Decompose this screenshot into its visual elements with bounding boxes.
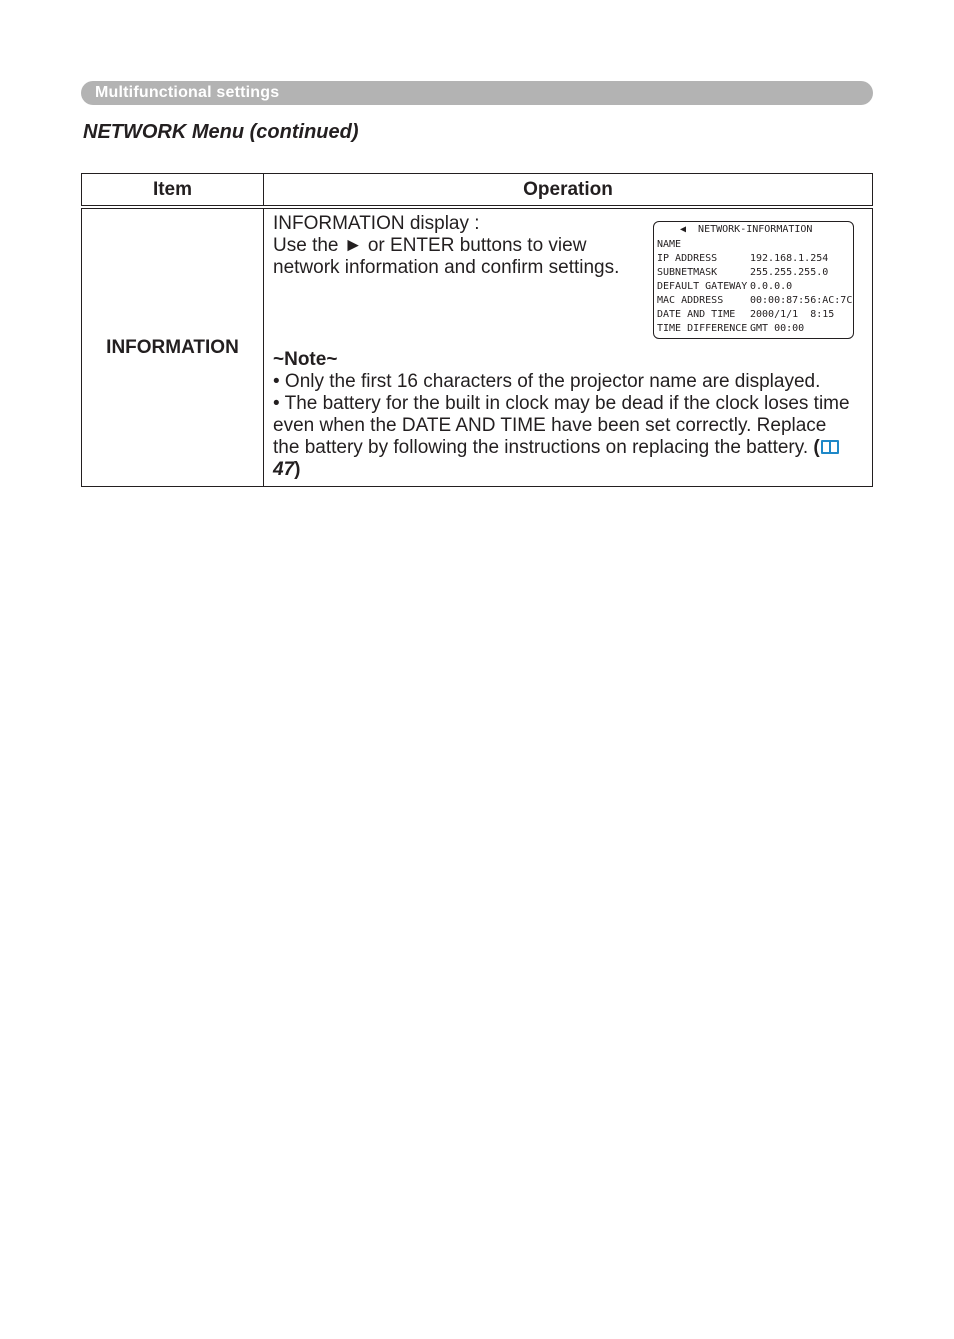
note-item xyxy=(273,393,853,481)
note-item: • Only the first 16 characters of the projector name are displayed. xyxy=(273,371,821,392)
operation-line: Use the ► or ENTER buttons to view xyxy=(273,235,587,256)
book-icon xyxy=(820,439,840,455)
note-text: • The battery for the built in clock may be dead if the clock loses time even when the DATE AND TIME have been set correctly. Replace the battery by following the instructions on replacing the battery. xyxy=(273,393,850,458)
osd-value: 0.0.0.0 xyxy=(750,281,793,292)
osd-value: 192.168.1.254 xyxy=(750,253,829,264)
operation-line: INFORMATION display : xyxy=(273,213,480,234)
column-header-operation: Operation xyxy=(264,174,873,206)
osd-row xyxy=(657,238,750,252)
item-cell: INFORMATION xyxy=(82,209,264,487)
network-menu-table xyxy=(81,173,873,487)
osd-label: SUBNETMASK xyxy=(657,267,718,278)
osd-value: GMT 00:00 xyxy=(750,323,805,334)
osd-label: TIME DIFFERENCE xyxy=(657,323,748,334)
osd-value: 255.255.255.0 xyxy=(750,267,829,278)
table-header-row xyxy=(82,174,873,206)
note-title: ~Note~ xyxy=(273,349,338,370)
page-reference-number: 47 xyxy=(273,459,295,480)
osd-value: 00:00:87:56:AC:7C xyxy=(750,295,853,306)
column-header-item: Item xyxy=(82,174,264,206)
operation-cell xyxy=(264,209,873,487)
page-reference[interactable]: (47) xyxy=(273,437,840,480)
note xyxy=(273,349,853,481)
osd-label: IP ADDRESS xyxy=(657,253,718,264)
section-bar xyxy=(81,81,873,105)
table-row xyxy=(82,209,873,487)
operation-line: network information and confirm settings. xyxy=(273,257,620,278)
section-title: Multifunctional settings xyxy=(95,84,280,101)
osd-row xyxy=(657,266,828,280)
page-title: NETWORK Menu (continued) xyxy=(83,121,359,143)
osd-row xyxy=(657,280,792,294)
osd-title: ◀ NETWORK-INFORMATION xyxy=(680,224,813,235)
osd-label: MAC ADDRESS xyxy=(657,295,724,306)
osd-label: DEFAULT GATEWAY xyxy=(657,281,748,292)
osd-value: 2000/1/1 8:15 xyxy=(750,309,835,320)
osd-label: DATE AND TIME xyxy=(657,309,736,320)
osd-label: NAME xyxy=(657,239,682,250)
operation-text xyxy=(273,213,643,279)
osd-row xyxy=(657,322,804,336)
osd-row xyxy=(657,308,834,322)
osd-row xyxy=(657,252,828,266)
osd-row xyxy=(657,294,852,308)
network-information-screen xyxy=(653,221,854,339)
